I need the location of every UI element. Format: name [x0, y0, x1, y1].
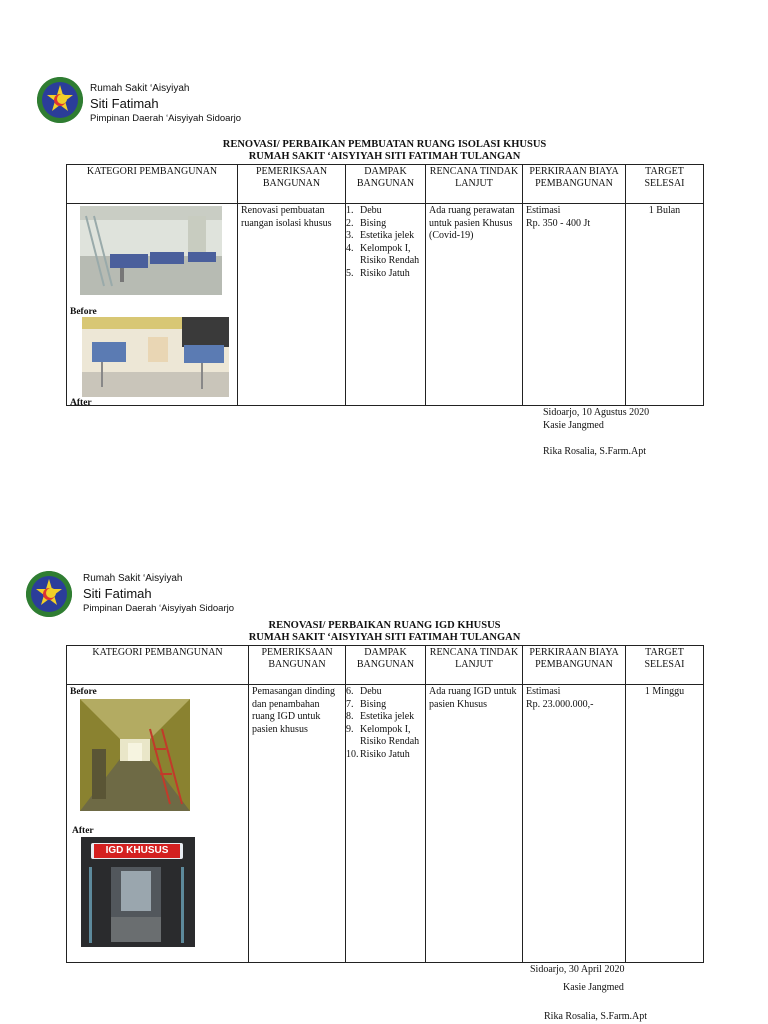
table-header-row	[67, 646, 704, 685]
dampak-list	[346, 205, 422, 280]
sign-place-date: Sidoarjo, 30 April 2020	[530, 964, 625, 975]
label-after: After	[72, 826, 94, 836]
hospital-logo-1	[37, 77, 83, 123]
col-biaya: PERKIRAAN BIAYA PEMBANGUNAN	[523, 165, 626, 204]
signature-block-1	[543, 406, 649, 458]
list-item: 7. Bising	[346, 698, 387, 710]
pemeriksaan-cell: Pemasangan dinding dan penambahan ruang IGD untuk pasien khusus	[249, 685, 346, 963]
kategori-cell	[67, 204, 238, 406]
table-row	[67, 204, 704, 406]
biaya-value: Rp. 23.000.000,-	[526, 698, 594, 710]
before-photo	[80, 699, 190, 811]
sign-position: Kasie Jangmed	[563, 982, 624, 993]
label-after: After	[70, 398, 92, 408]
list-item: 1. Debu	[346, 205, 382, 216]
list-item: 6. Debu	[346, 686, 382, 697]
list-item: 2. Bising	[346, 217, 387, 229]
list-item: 5. Risiko Jatuh	[346, 267, 410, 279]
org-name-line1: Rumah Sakit ‘Aisyiyah	[83, 573, 183, 584]
org-name-line1: Rumah Sakit ‘Aisyiyah	[90, 83, 190, 94]
sign-name: Rika Rosalia, S.Farm.Apt	[543, 446, 647, 457]
label-before: Before	[70, 307, 97, 317]
table-row	[67, 685, 704, 963]
rencana-cell: Ada ruang perawatan untuk pasien Khusus (Covid-19)	[426, 204, 523, 406]
biaya-label: Estimasi	[526, 686, 561, 697]
col-target: TARGET SELESAI	[626, 646, 704, 685]
col-dampak: DAMPAK BANGUNAN	[346, 165, 426, 204]
table-header-row	[67, 165, 704, 204]
dampak-cell	[346, 685, 426, 963]
dampak-cell	[346, 204, 426, 406]
org-name-line3: Pimpinan Daerah ‘Aisyiyah Sidoarjo	[83, 603, 235, 614]
biaya-cell	[523, 685, 626, 963]
col-biaya: PERKIRAAN BIAYA PEMBANGUNAN	[523, 646, 626, 685]
org-name-line2: Siti Fatimah	[90, 96, 159, 111]
renovation-table-1	[66, 164, 704, 406]
hospital-logo-2	[26, 571, 72, 617]
org-name-line2: Siti Fatimah	[83, 586, 152, 601]
after-photo	[82, 317, 229, 397]
kategori-cell	[67, 685, 249, 963]
col-rencana: RENCANA TINDAK LANJUT	[426, 646, 523, 685]
sign-place-date: Sidoarjo, 10 Agustus 2020	[543, 407, 650, 418]
list-item: 9. Kelompok I, Risiko Rendah	[346, 723, 420, 747]
renovation-table-2	[66, 645, 704, 963]
col-kategori: KATEGORI PEMBANGUNAN	[67, 165, 238, 204]
before-photo	[80, 206, 222, 295]
section1-title-line1: RENOVASI/ PERBAIKAN PEMBUATAN RUANG ISOLASI KHUSUS	[222, 139, 547, 150]
pemeriksaan-cell: Renovasi pembuatan ruangan isolasi khusus	[238, 204, 346, 406]
igd-sign: IGD KHUSUS	[94, 844, 180, 858]
target-cell: 1 Bulan	[626, 204, 704, 406]
label-before: Before	[70, 687, 97, 697]
sign-position: Kasie Jangmed	[543, 420, 604, 431]
org-name-line3: Pimpinan Daerah ‘Aisyiyah Sidoarjo	[90, 113, 242, 124]
list-item: 4. Kelompok I, Risiko Rendah	[346, 242, 420, 266]
biaya-cell	[523, 204, 626, 406]
col-pemeriksaan: PEMERIKSAAN BANGUNAN	[249, 646, 346, 685]
target-cell: 1 Minggu	[626, 685, 704, 963]
col-pemeriksaan: PEMERIKSAAN BANGUNAN	[238, 165, 346, 204]
dampak-list	[346, 686, 422, 761]
section2-title-line2: RUMAH SAKIT ‘AISYIYAH SITI FATIMAH TULANGAN	[248, 632, 521, 643]
list-item: 10. Risiko Jatuh	[346, 748, 410, 760]
after-photo	[81, 837, 195, 947]
biaya-value: Rp. 350 - 400 Jt	[526, 217, 591, 229]
sign-name: Rika Rosalia, S.Farm.Apt	[544, 1011, 648, 1022]
biaya-label: Estimasi	[526, 205, 561, 216]
rencana-cell: Ada ruang IGD untuk pasien Khusus	[426, 685, 523, 963]
section1-title-line2: RUMAH SAKIT ‘AISYIYAH SITI FATIMAH TULANGAN	[248, 151, 521, 162]
section1-title	[66, 139, 703, 163]
section2-title-line1: RENOVASI/ PERBAIKAN RUANG IGD KHUSUS	[268, 620, 501, 631]
col-target: TARGET SELESAI	[626, 165, 704, 204]
col-kategori: KATEGORI PEMBANGUNAN	[67, 646, 249, 685]
section2-title	[66, 620, 703, 644]
list-item: 3. Estetika jelek	[346, 230, 415, 241]
list-item: 8. Estetika jelek	[346, 711, 415, 722]
col-dampak: DAMPAK BANGUNAN	[346, 646, 426, 685]
signature-block-2	[530, 963, 647, 1023]
col-rencana: RENCANA TINDAK LANJUT	[426, 165, 523, 204]
